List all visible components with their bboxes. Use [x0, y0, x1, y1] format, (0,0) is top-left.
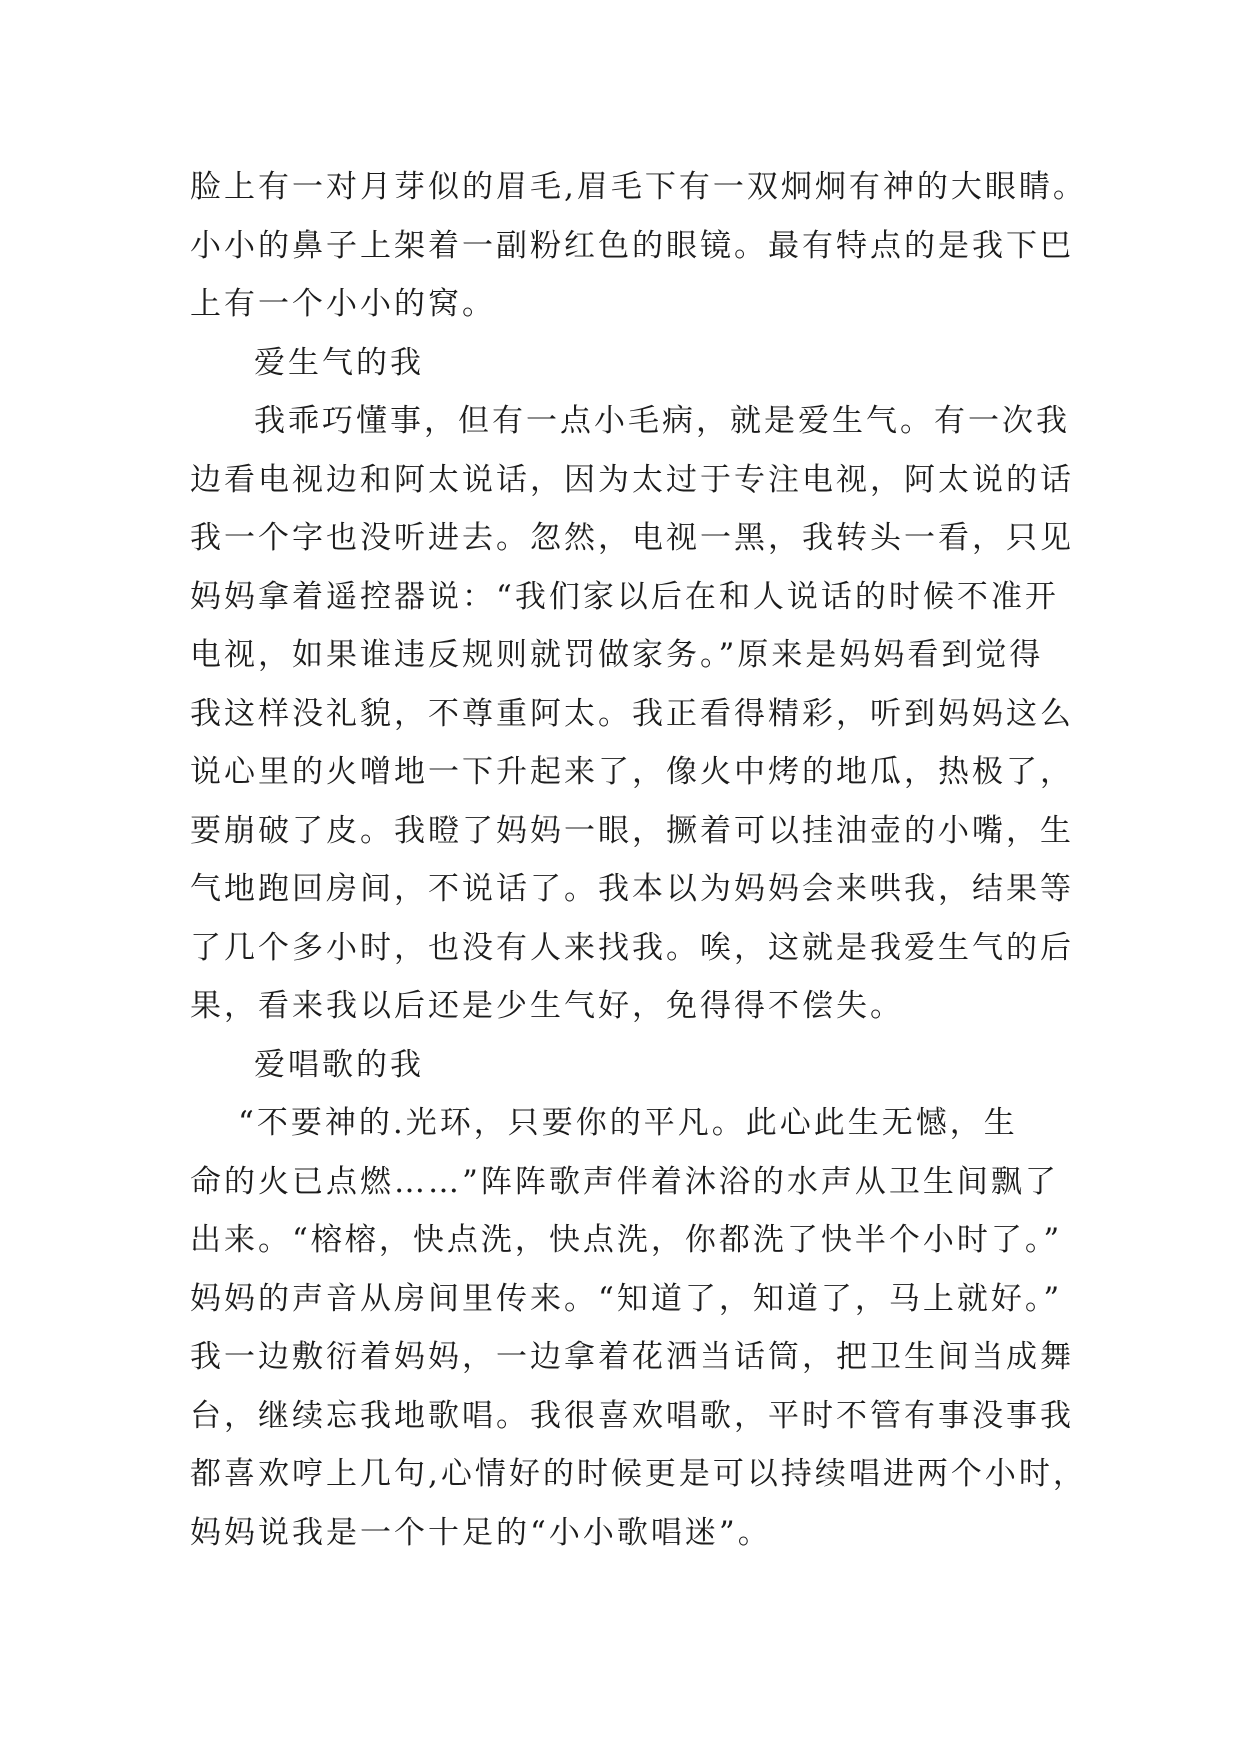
- paragraph-line: 命的火已点燃……”阵阵歌声伴着沐浴的水声从卫生间飘了: [190, 1163, 1059, 1200]
- section-heading: 爱生气的我: [254, 344, 424, 381]
- paragraph-line: 小小的鼻子上架着一副粉红色的眼镜。最有特点的是我下巴: [190, 227, 1074, 264]
- paragraph-line: 我乖巧懂事，但有一点小毛病，就是爱生气。有一次我: [254, 403, 1070, 439]
- paragraph-line: 上有一个小小的窝。: [190, 286, 496, 322]
- paragraph-line: “不要神的.光环，只要你的平凡。此心此生无憾，生: [238, 1105, 1018, 1141]
- paragraph-line: 电视，如果谁违反规则就罚做家务。”原来是妈妈看到觉得: [190, 637, 1044, 673]
- paragraph-line: 我一边敷衍着妈妈，一边拿着花洒当话筒，把卫生间当成舞: [190, 1339, 1074, 1375]
- paragraph-line: 气地跑回房间，不说话了。我本以为妈妈会来哄我，结果等: [190, 871, 1074, 907]
- essay-body: [190, 158, 1090, 1562]
- paragraph-line: 妈妈说我是一个十足的“小小歌唱迷”。: [190, 1514, 772, 1551]
- paragraph-line: 台，继续忘我地歌唱。我很喜欢唱歌，平时不管有事没事我: [190, 1397, 1074, 1434]
- paragraph-line: 说心里的火噌地一下升起来了，像火中烤的地瓜，热极了，: [190, 754, 1074, 790]
- paragraph-line: 出来。“榕榕，快点洗，快点洗，你都洗了快半个小时了。”: [190, 1222, 1063, 1258]
- section-heading: 爱唱歌的我: [254, 1046, 424, 1083]
- paragraph-line: 我这样没礼貌，不尊重阿太。我正看得精彩，听到妈妈这么: [190, 695, 1074, 732]
- paragraph-line: 都喜欢哼上几句,心情好的时候更是可以持续唱进两个小时，: [190, 1456, 1087, 1492]
- paragraph-line: 妈妈拿着遥控器说：“我们家以后在和人说话的时候不准开: [190, 578, 1059, 615]
- paragraph-line: 果，看来我以后还是少生气好，免得得不偿失。: [190, 988, 904, 1024]
- paragraph-line: 要崩破了皮。我瞪了妈妈一眼，撅着可以挂油壶的小嘴，生: [190, 812, 1074, 849]
- paragraph-line: 我一个字也没听进去。忽然，电视一黑，我转头一看，只见: [190, 520, 1074, 556]
- paragraph-line: 妈妈的声音从房间里传来。“知道了，知道了，马上就好。”: [190, 1280, 1063, 1317]
- paragraph-line: 了几个多小时，也没有人来找我。唉，这就是我爱生气的后: [190, 929, 1074, 966]
- paragraph-line: 脸上有一对月芽似的眉毛,眉毛下有一双炯炯有神的大眼睛。: [190, 169, 1087, 205]
- paragraph-line: 边看电视边和阿太说话，因为太过于专注电视，阿太说的话: [190, 461, 1074, 498]
